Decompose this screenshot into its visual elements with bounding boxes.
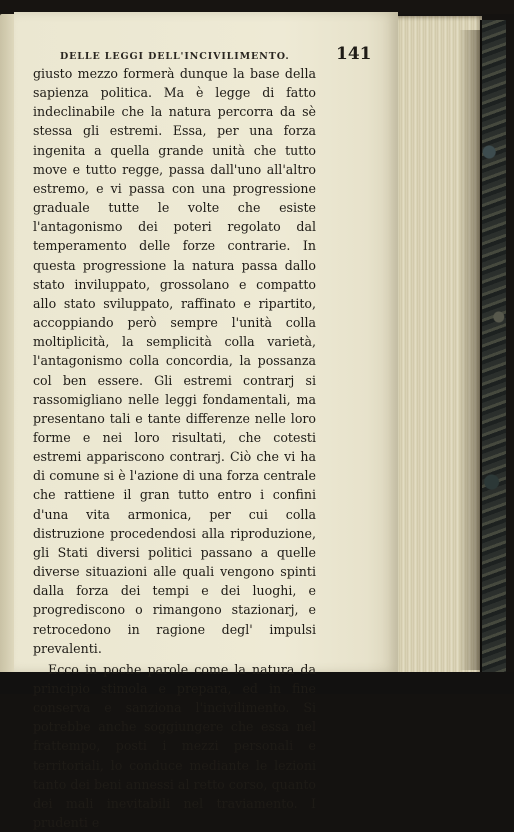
marbled-cover	[480, 20, 506, 680]
page-number: 141	[336, 44, 372, 64]
paragraph-2: Ecco in poche parole come la natura da principio stimola e prepara, ed in fine conserva e sanziona l'incivilimento. Si potrebbe anche soggiungere che essa nel frattempo, posti i mezzi personali e territoriali, lo conduce mediante le lezioni tanto dei beni annessi al retto corso, quanto dei mali inevitabili nel traviamento. I prudenti e	[33, 661, 316, 831]
paragraph-1: giusto mezzo formerà dunque la base della sapienza politica. Ma è legge di fatto indeclinabile che la natura percorra da sè stessa gli estremi. Essa, per una forza ingenita a quella grande unità che tutto move e tutto regge, passa dall'uno all'altro estremo, e vi passa con una progressione graduale tutte le volte che esiste l'antagonismo dei poteri regolato dal temperamento delle forze contrarie. In questa progressione la natura passa dallo stato inviluppato, grossolano e compatto allo stato sviluppato, raffinato e ripartito, accoppiando però sempre l'unità colla moltiplicità, la semplicità colla varietà, l'antagonismo colla concordia, la possanza col ben essere. Gli estremi contrarj si rassomigliano nelle leggi fondamentali, ma presentano tali e tante differenze nelle loro forme e nei loro risultati, che cotesti estremi appariscono contrarj. Ciò che vi ha di comune si è l'azione di una forza centrale che rattiene il gran tutto entro i confini d'una vita armonica, per cui colla distruzione procedendosi alla riproduzione, gli Stati diversi politici passano a quelle diverse situazioni alle quali vengono spinti dalla forza dei tempi e dei luoghi, e progrediscono o rimangono stazionarj, e retrocedono in ragione degl' impulsi prevalenti.	[33, 66, 316, 656]
page-body	[33, 64, 316, 832]
page-block-shadow	[460, 30, 482, 670]
running-title: DELLE LEGGI DELL'INCIVILIMENTO.	[60, 51, 290, 62]
